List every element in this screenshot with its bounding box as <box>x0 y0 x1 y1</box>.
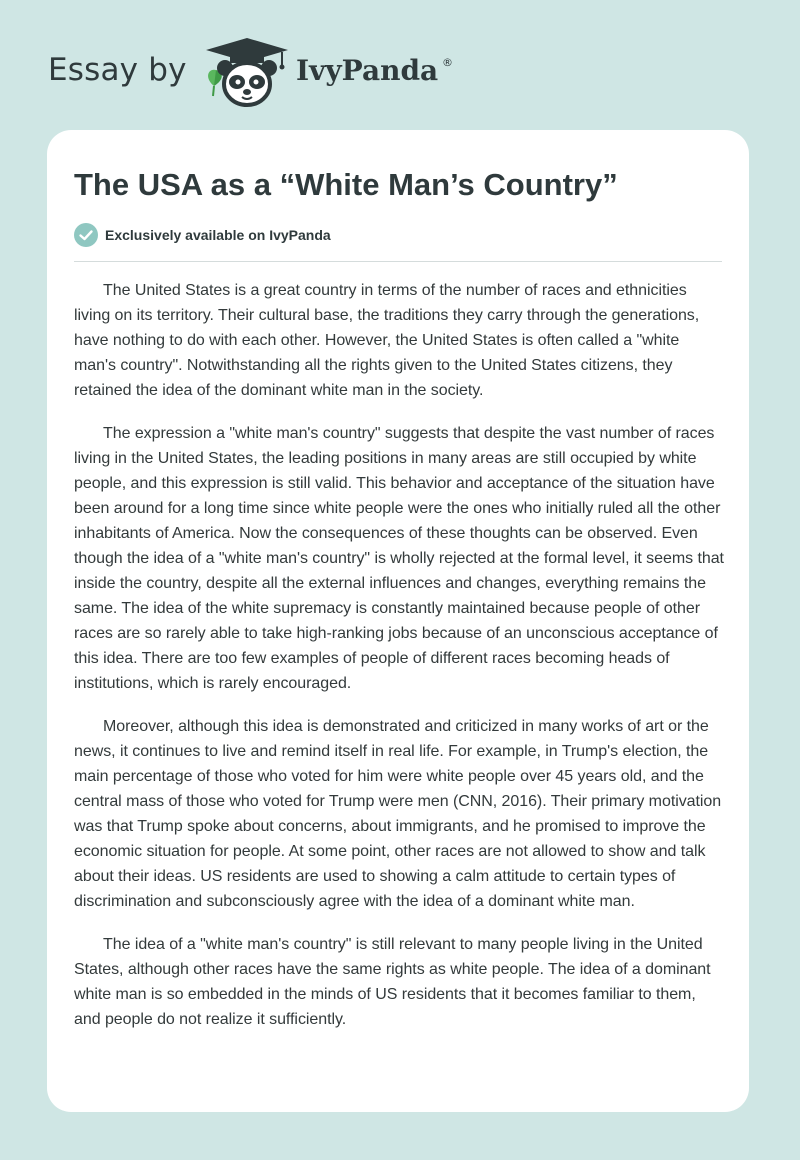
check-circle-icon <box>74 223 98 247</box>
brand-name[interactable]: IvyPanda <box>296 54 439 87</box>
divider <box>74 261 722 262</box>
paragraph: The expression a "white man's country" suggests that despite the vast number of races living in the United States, the leading positions in many areas are still occupied by white people, and this expression is still valid. This behavior and acceptance of the situation have been around for a long time since white people were the ones who initially ruled all the other inhabitants of America. Now the consequences of these thoughts can be observed. Even though the idea of a "white man's country" is wholly rejected at the formal level, it seems that inside the country, despite all the external influences and changes, everything remains the same. The idea of the white supremacy is constantly maintained because people of other races are so rarely able to take high-ranking jobs because of an unconscious acceptance of this idea. There are too few examples of people of different races becoming heads of institutions, which is rarely encouraged. <box>74 425 724 692</box>
essay-body <box>74 278 724 1050</box>
essay-card <box>47 130 749 1112</box>
panda-graduate-icon[interactable] <box>200 34 294 110</box>
site-header <box>0 0 800 130</box>
paragraph: The United States is a great country in terms of the number of races and ethnicities living on its territory. Their cultural base, the traditions they carry through the generations, have nothing to do with each other. However, the United States is often called a "white man's country". Notwithstanding all the rights given to the United States citizens, they retained the idea of the dominant white man in the society. <box>74 282 700 399</box>
brand-prefix: Essay by <box>48 52 187 88</box>
registered-mark: ® <box>442 56 453 69</box>
page-title: The USA as a “White Man’s Country” <box>74 167 618 202</box>
paragraph: The idea of a "white man's country" is still relevant to many people living in the United States, although other races have the same rights as white people. The idea of a dominant white man is so embedded in the minds of US residents that it becomes familiar to them, and people do not realize it sufficiently. <box>74 936 711 1028</box>
paragraph: Moreover, although this idea is demonstrated and criticized in many works of art or the news, it continues to live and remind itself in real life. For example, in Trump's election, the main percentage of those who voted for him were white people over 45 years old, and the central mass of those who voted for Trump were men (CNN, 2016). Their primary motivation was that Trump spoke about concerns, about immigrants, and he promised to improve the economic situation for people. At some point, other races are not allowed to show and talk about their ideas. US residents are used to showing a calm attitude to certain types of discrimination and subconsciously agree with the idea of a dominant white man. <box>74 718 722 910</box>
exclusive-badge-label: Exclusively available on IvyPanda <box>105 227 331 243</box>
exclusive-badge <box>74 222 331 248</box>
